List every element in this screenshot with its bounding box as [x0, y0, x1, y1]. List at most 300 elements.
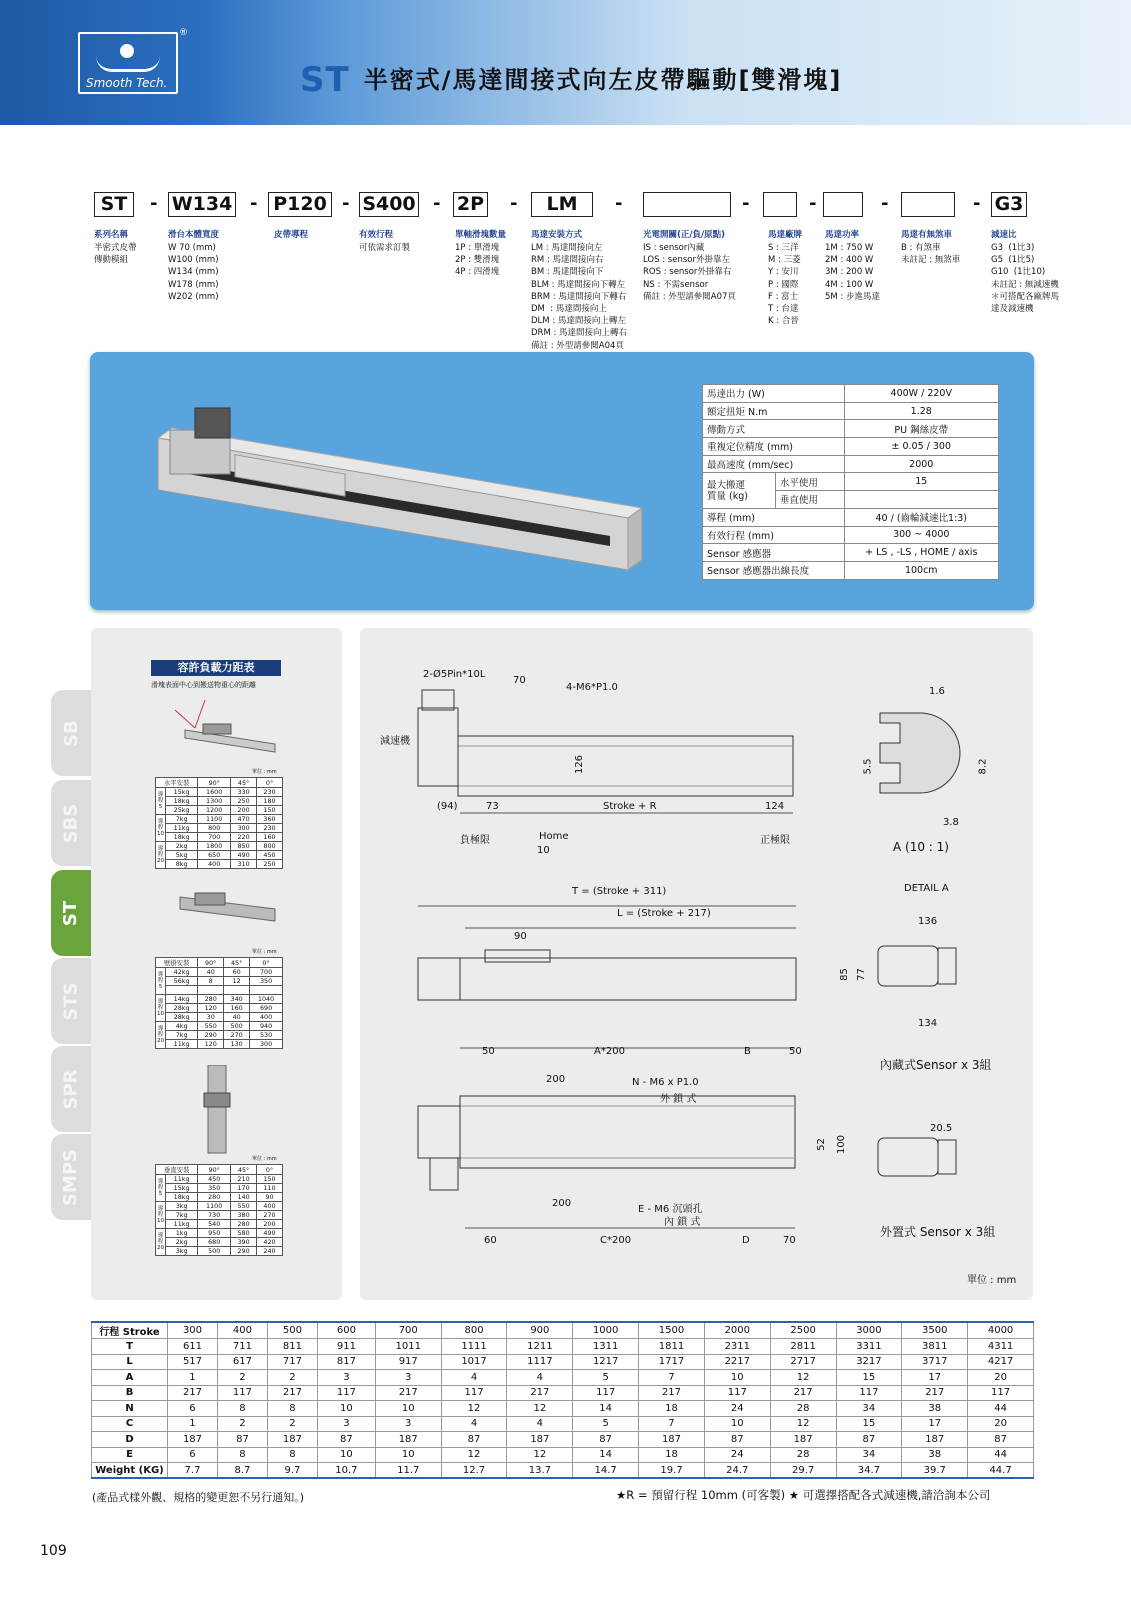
dim-cell: 3311	[836, 1339, 902, 1355]
dim-cell: 300	[168, 1322, 218, 1339]
load-title: 容許負載力距表	[151, 660, 281, 676]
dim-cell: 7	[639, 1370, 705, 1386]
dim-cell: 1111	[441, 1339, 507, 1355]
order-code-box: ST	[94, 192, 134, 217]
load-cell: 15kg	[166, 1184, 198, 1193]
load-cell: 550	[198, 1022, 224, 1031]
drawing-label-stroke_r: Stroke + R	[603, 801, 657, 812]
spec-label: 有效行程 (mm)	[703, 526, 845, 544]
dim-cell: 6	[168, 1401, 218, 1417]
dim-cell: 12	[441, 1401, 507, 1417]
load-cell: 12	[224, 977, 250, 986]
order-dash: -	[510, 193, 518, 214]
dim-cell: 8	[217, 1401, 267, 1417]
load-cell: 180	[257, 797, 283, 806]
dim-cell: 87	[836, 1432, 902, 1448]
dim-cell: 20	[968, 1416, 1034, 1432]
angle-head: 0°	[257, 778, 283, 788]
drawing-label-d136: 136	[918, 916, 938, 927]
dim-cell: 87	[968, 1432, 1034, 1448]
load-cell: 300	[231, 824, 257, 833]
load-cell: 450	[257, 851, 283, 860]
load-cell: 1600	[198, 788, 231, 797]
dim-cell: 187	[267, 1432, 317, 1448]
dim-cell: 10.7	[317, 1463, 375, 1479]
spec-label: 馬達出力 (W)	[703, 385, 845, 403]
load-table-head: 垂直安裝	[156, 1165, 198, 1175]
dim-cell: 15	[836, 1370, 902, 1386]
angle-head: 45°	[231, 778, 257, 788]
load-cell: 280	[198, 995, 224, 1004]
dim-cell: 1017	[441, 1354, 507, 1370]
load-cell: 300	[250, 1040, 283, 1049]
order-option-text: IS : sensor內藏 LOS : sensor外掛靠左 ROS : sensor外掛靠右 NS : 不需sensor 備註 : 外型請參閱A07頁	[643, 243, 736, 302]
dim-cell: 811	[267, 1339, 317, 1355]
dim-cell: 7.7	[168, 1463, 218, 1479]
drawing-label-d50a: 50	[482, 1046, 495, 1057]
dim-cell: 611	[168, 1339, 218, 1355]
load-cell: 390	[231, 1238, 257, 1247]
load-cell	[250, 986, 283, 995]
load-cell: 500	[198, 1247, 231, 1256]
order-dash: -	[973, 193, 981, 214]
load-cell: 250	[257, 860, 283, 869]
drawing-label-detail_a: DETAIL A	[904, 883, 949, 894]
drawing-label-pos: 正極限	[760, 835, 790, 846]
dim-cell: 11.7	[375, 1463, 441, 1479]
smooth-tech-logo: Smooth Tech. ®	[78, 32, 178, 94]
load-cell: 280	[198, 1193, 231, 1202]
dim-cell: 500	[267, 1322, 317, 1339]
dim-cell: 217	[770, 1385, 836, 1401]
order-heading: 皮帶導程	[274, 230, 309, 240]
angle-head: 90°	[198, 778, 231, 788]
load-cell: 580	[231, 1229, 257, 1238]
load-table-t1: 水平安裝 90° 45° 0° 導 程 5 15kg 1600 330 230 18kg 1300 250 180 25kg 1200 200 150 導 程 10 7kg 1100 470 360 11kg 800 300 230 18kg 700 220 160 導 程 20 2kg 1800 850 800 5kg 650 490 450 8kg 400 310 250	[155, 777, 283, 869]
dim-cell: 1217	[573, 1354, 639, 1370]
load-cell: 8	[198, 977, 224, 986]
lead-value: 10	[157, 831, 164, 837]
drawing-label-d205: 20.5	[930, 1123, 953, 1134]
dim-cell: 3217	[836, 1354, 902, 1370]
load-cell: 1300	[198, 797, 231, 806]
dim-cell: 34.7	[836, 1463, 902, 1479]
dim-cell: 13.7	[507, 1463, 573, 1479]
dim-cell: 1500	[639, 1322, 705, 1339]
dim-cell: 2000	[704, 1322, 770, 1339]
dim-cell: 2	[217, 1370, 267, 1386]
load-cell: 800	[257, 842, 283, 851]
order-heading: 減速比	[991, 230, 1017, 240]
load-table-head: 壁掛安裝	[156, 958, 198, 968]
dim-cell: 5	[573, 1416, 639, 1432]
dim-cell: 3	[375, 1416, 441, 1432]
dim-cell: 34	[836, 1447, 902, 1463]
order-dash: -	[150, 193, 158, 214]
load-cell: 680	[198, 1238, 231, 1247]
dim-row-label: A	[92, 1370, 168, 1386]
dim-cell: 10	[704, 1370, 770, 1386]
load-cell: 40	[198, 968, 224, 977]
drawing-label-neg: 負極限	[460, 835, 490, 846]
dim-cell: 3000	[836, 1322, 902, 1339]
dim-cell: 117	[441, 1385, 507, 1401]
dim-cell: 38	[902, 1401, 968, 1417]
drawing-label-outer_lock: 外 鎖 式	[660, 1094, 697, 1105]
dim-cell: 517	[168, 1354, 218, 1370]
dim-cell: 19.7	[639, 1463, 705, 1479]
load-cell: 110	[257, 1184, 283, 1193]
spec-value: PU 鋼絲皮帶	[844, 420, 998, 438]
load-cell: 330	[231, 788, 257, 797]
dim-cell: 1311	[573, 1339, 639, 1355]
dim-cell: 217	[168, 1385, 218, 1401]
load-cell: 270	[257, 1211, 283, 1220]
drawing-label-d10: 10	[537, 845, 550, 856]
dim-cell: 217	[639, 1385, 705, 1401]
dim-row-label: E	[92, 1447, 168, 1463]
product-image	[140, 400, 660, 580]
load-cell: 340	[224, 995, 250, 1004]
dim-cell: 10	[375, 1447, 441, 1463]
dim-cell: 8	[267, 1447, 317, 1463]
load-cell: 690	[250, 1004, 283, 1013]
load-cell: 230	[257, 824, 283, 833]
dim-cell: 4	[507, 1370, 573, 1386]
load-cell: 1200	[198, 806, 231, 815]
order-heading: 馬達安裝方式	[531, 230, 583, 240]
load-cell: 1100	[198, 815, 231, 824]
dim-cell: 187	[902, 1432, 968, 1448]
angle-head: 45°	[224, 958, 250, 968]
drawing-label-sensor_in: 內藏式Sensor x 3組	[880, 1058, 992, 1072]
spec-label: Sensor 感應器	[703, 544, 845, 562]
drawing-label-c200: C*200	[600, 1235, 632, 1246]
dim-cell: 15	[836, 1416, 902, 1432]
spec-value	[844, 491, 998, 509]
spec-value: 40 / (齒輪減速比1:3)	[844, 508, 998, 526]
dim-cell: 24	[704, 1401, 770, 1417]
drawing-label-reducer: 減速機	[380, 736, 410, 747]
dim-cell: 2717	[770, 1354, 836, 1370]
order-code-box	[823, 192, 863, 217]
load-cell: 56kg	[166, 977, 198, 986]
dim-cell: 12	[770, 1370, 836, 1386]
lead-value: 10	[157, 1011, 164, 1017]
dim-cell: 4	[441, 1416, 507, 1432]
dim-cell: 217	[375, 1385, 441, 1401]
dim-cell: 1	[168, 1416, 218, 1432]
spec-value: + LS , -LS , HOME / axis	[844, 544, 998, 562]
load-cell: 200	[257, 1220, 283, 1229]
dim-cell: 4	[441, 1370, 507, 1386]
load-cell: 2kg	[166, 1238, 198, 1247]
dim-row-label: C	[92, 1416, 168, 1432]
order-dash: -	[250, 193, 258, 214]
load-cell: 160	[224, 1004, 250, 1013]
dim-cell: 917	[375, 1354, 441, 1370]
load-cell: 240	[257, 1247, 283, 1256]
footer-note: (產品式樣外觀、規格的變更恕不另行通知。)	[92, 1491, 305, 1504]
drawing-label-d100: 100	[836, 1134, 848, 1155]
dim-cell: 8	[217, 1447, 267, 1463]
load-cell: 450	[198, 1175, 231, 1184]
tab-label: SMPS	[60, 1148, 82, 1206]
load-cell: 290	[198, 1031, 224, 1040]
lead-value: 5	[158, 1191, 163, 1197]
load-cell	[166, 986, 198, 995]
dim-cell: 117	[704, 1385, 770, 1401]
dim-cell: 717	[267, 1354, 317, 1370]
dim-cell: 87	[317, 1432, 375, 1448]
dim-row-label: B	[92, 1385, 168, 1401]
load-cell: 11kg	[166, 1220, 198, 1229]
load-cell: 850	[231, 842, 257, 851]
order-option-text: S : 三洋 M : 三菱 Y : 安川 P : 國際 F : 富士 T : 台達 K : 合晉	[768, 243, 801, 327]
drawing-label-d200a: 200	[546, 1074, 566, 1085]
lead-value: 20	[157, 858, 164, 864]
load-cell: 730	[198, 1211, 231, 1220]
order-dash: -	[342, 193, 350, 214]
load-cell: 130	[224, 1040, 250, 1049]
page-number: 109	[40, 1543, 67, 1559]
load-cell: 530	[250, 1031, 283, 1040]
tab-sbs	[51, 780, 91, 866]
drawing-label-d82: 8.2	[977, 758, 989, 775]
spec-label: Sensor 感應器出線長度	[703, 561, 845, 579]
dim-cell: 20	[968, 1370, 1034, 1386]
dim-cell: 3717	[902, 1354, 968, 1370]
dim-cell: 7	[639, 1416, 705, 1432]
spec-value: 2000	[844, 455, 998, 473]
load-cell: 220	[231, 833, 257, 842]
dim-cell: 5	[573, 1370, 639, 1386]
load-cell: 30	[198, 1013, 224, 1022]
unit-label: 單位 : mm	[252, 949, 277, 955]
load-cell: 200	[231, 806, 257, 815]
lead-value: 5	[158, 984, 163, 990]
drawing-label-h126: 126	[574, 754, 586, 775]
load-cell: 550	[231, 1202, 257, 1211]
load-cell: 950	[198, 1229, 231, 1238]
dim-row-label: Weight (KG)	[92, 1463, 168, 1479]
dim-cell: 1211	[507, 1339, 573, 1355]
dim-cell: 187	[507, 1432, 573, 1448]
dim-cell: 12	[441, 1447, 507, 1463]
dim-cell: 217	[902, 1385, 968, 1401]
order-dash: -	[615, 193, 623, 214]
load-cell: 380	[231, 1211, 257, 1220]
load-cell: 210	[231, 1175, 257, 1184]
load-cell: 310	[231, 860, 257, 869]
dim-cell: 187	[168, 1432, 218, 1448]
drawing-label-a200: A*200	[594, 1046, 625, 1057]
drawing-label-b: B	[744, 1046, 751, 1057]
load-cell: 1040	[250, 995, 283, 1004]
dim-cell: 1	[168, 1370, 218, 1386]
drawing-label-detail_scale: A (10 : 1)	[893, 840, 949, 854]
dim-cell: 187	[375, 1432, 441, 1448]
drawing-label-d85: 85	[838, 968, 850, 981]
load-cell: 800	[198, 824, 231, 833]
dim-cell: 187	[770, 1432, 836, 1448]
dim-row-label: L	[92, 1354, 168, 1370]
dim-cell: 117	[573, 1385, 639, 1401]
dimension-table	[91, 1321, 1034, 1479]
order-option-text: LM : 馬達間接向左 RM : 馬達間接向右 BM : 馬達間接向下 BLM : 馬達間接向下轉左 BRM : 馬達間接向下轉右 DM : 馬達間接向上 DLM : 馬達間接向上轉左 DRM : 馬達間接向上轉右 備註 : 外型請參閱A04頁	[531, 243, 628, 351]
order-code-box	[901, 192, 955, 217]
dim-cell: 1011	[375, 1339, 441, 1355]
dim-cell: 6	[168, 1447, 218, 1463]
order-heading: 光電開關(正/負/原點)	[643, 230, 725, 240]
spec-label: 額定扭矩 N.m	[703, 402, 845, 420]
load-cell: 400	[257, 1202, 283, 1211]
load-cell: 940	[250, 1022, 283, 1031]
drawing-label-d16: 1.6	[929, 686, 945, 697]
drawing-label-home: Home	[539, 831, 569, 842]
dim-cell: 12	[507, 1401, 573, 1417]
dim-cell: 400	[217, 1322, 267, 1339]
drawing-label-m6: 4-M6*P1.0	[566, 682, 618, 693]
dim-cell: 18	[639, 1447, 705, 1463]
drawing-label-d90: 90	[514, 931, 527, 942]
dim-cell: 4	[507, 1416, 573, 1432]
dim-cell: 2311	[704, 1339, 770, 1355]
load-cell: 1kg	[166, 1229, 198, 1238]
drawing-label-sensor_out: 外置式 Sensor x 3組	[880, 1225, 996, 1239]
dim-cell: 10	[375, 1401, 441, 1417]
load-cell: 150	[257, 806, 283, 815]
order-code-box: G3	[991, 192, 1027, 217]
dim-cell: 44	[968, 1401, 1034, 1417]
load-cell: 25kg	[166, 806, 198, 815]
drawing-label-d200b: 200	[552, 1198, 572, 1209]
load-cell: 60	[224, 968, 250, 977]
load-table-t3: 垂直安裝 90° 45° 0° 導 程 5 11kg 450 210 150 15kg 350 170 110 18kg 280 140 90 導 程 10 3kg 1100 550 400 7kg 730 380 270 11kg 540 280 200 導 程 20 1kg 950 580 490 2kg 680 390 420 3kg 500 290 240	[155, 1164, 283, 1256]
dim-cell: 4000	[968, 1322, 1034, 1339]
order-code-box: W134	[168, 192, 236, 217]
drawing-label-e_m6: E - M6 沉頭孔	[638, 1204, 703, 1215]
dim-cell: 617	[217, 1354, 267, 1370]
load-cell: 90	[257, 1193, 283, 1202]
spec-value: 300 ~ 4000	[844, 526, 998, 544]
order-heading: 滑台本體寬度	[168, 230, 220, 240]
dim-row-label: D	[92, 1432, 168, 1448]
load-cell: 7kg	[166, 815, 198, 824]
dim-cell: 117	[317, 1385, 375, 1401]
order-option-text: W 70 (mm) W100 (mm) W134 (mm) W178 (mm) W202 (mm)	[168, 243, 219, 302]
order-code-box: S400	[359, 192, 419, 217]
load-cell: 150	[257, 1175, 283, 1184]
spec-table	[702, 384, 999, 580]
drawing-label-d52: 52	[815, 1138, 827, 1151]
order-heading: 有效行程	[359, 230, 394, 240]
drawing-label-pin: 2-Ø5Pin*10L	[423, 669, 486, 680]
load-cell: 170	[231, 1184, 257, 1193]
load-cell: 1100	[198, 1202, 231, 1211]
drawing-label-n_m6: N - M6 x P1.0	[632, 1077, 699, 1088]
drawing-label-d70b: 70	[783, 1235, 796, 1246]
load-table-t2: 壁掛安裝 90° 45° 0° 導 程 5 42kg 40 60 700 56kg 8 12 350 導 程 10 14kg 280 340 1040 28kg 120 160 690 28kg 30 40 400 導 程 20 4kg 550 500 940 7kg 290 270 530 11kg 120 130 300	[155, 957, 283, 1049]
dim-cell: 4217	[968, 1354, 1034, 1370]
dim-cell: 117	[836, 1385, 902, 1401]
load-cell: 11kg	[166, 1175, 198, 1184]
order-option-text: 半密式皮帶 傳動模組	[94, 243, 137, 266]
load-cell: 420	[257, 1238, 283, 1247]
dim-cell: 187	[639, 1432, 705, 1448]
dim-cell: 87	[441, 1432, 507, 1448]
dim-cell: 1000	[573, 1322, 639, 1339]
order-option-text: 1M : 750 W 2M : 400 W 3M : 200 W 4M : 100 W 5M : 步進馬達	[825, 243, 881, 302]
order-code-box: P120	[268, 192, 332, 217]
load-cell: 360	[257, 815, 283, 824]
dim-cell: 3	[375, 1370, 441, 1386]
spec-sublabel: 垂直使用	[775, 491, 844, 509]
dim-cell: 800	[441, 1322, 507, 1339]
dim-cell: 117	[217, 1385, 267, 1401]
lead-value: 5	[158, 804, 163, 810]
drawing-label-d94: (94)	[437, 801, 458, 812]
lead-value: 10	[157, 1218, 164, 1224]
dim-cell: 600	[317, 1322, 375, 1339]
load-cell: 3kg	[166, 1247, 198, 1256]
order-dash: -	[809, 193, 817, 214]
load-cell: 290	[231, 1247, 257, 1256]
angle-head: 90°	[198, 958, 224, 968]
drawing-label-t_formula: T = (Stroke + 311)	[572, 886, 667, 897]
order-heading: 系列名稱	[94, 230, 129, 240]
order-heading: 馬達功率	[825, 230, 860, 240]
dim-cell: 24	[704, 1447, 770, 1463]
dim-cell: 17	[902, 1370, 968, 1386]
order-option-text: 可依需求訂製	[359, 243, 411, 253]
dim-row-label: T	[92, 1339, 168, 1355]
dim-cell: 12	[770, 1416, 836, 1432]
spec-label: 傳動方式	[703, 420, 845, 438]
dim-cell: 87	[573, 1432, 639, 1448]
order-dash: -	[881, 193, 889, 214]
dim-cell: 9.7	[267, 1463, 317, 1479]
dim-cell: 1811	[639, 1339, 705, 1355]
dim-cell: 24.7	[704, 1463, 770, 1479]
drawing-label-d60: 60	[484, 1235, 497, 1246]
load-cell: 11kg	[166, 824, 198, 833]
load-cell: 42kg	[166, 968, 198, 977]
load-cell: 11kg	[166, 1040, 198, 1049]
order-option-text: 1P : 單滑塊 2P : 雙滑塊 4P : 四滑塊	[455, 243, 500, 278]
load-cell: 140	[231, 1193, 257, 1202]
load-cell: 28kg	[166, 1013, 198, 1022]
tab-smps	[51, 1134, 91, 1220]
load-cell: 160	[257, 833, 283, 842]
tab-spr	[51, 1046, 91, 1132]
dim-cell: 2500	[770, 1322, 836, 1339]
order-heading: 馬達有無煞車	[901, 230, 953, 240]
drawing-label-d70: 70	[513, 675, 526, 686]
dim-cell: 2811	[770, 1339, 836, 1355]
lead-value: 20	[157, 1038, 164, 1044]
drawing-label-unit: 單位 : mm	[967, 1275, 1017, 1286]
load-cell: 40	[224, 1013, 250, 1022]
dim-cell: 39.7	[902, 1463, 968, 1479]
drawing-label-d124: 124	[765, 801, 785, 812]
dim-cell: 217	[507, 1385, 573, 1401]
load-cell: 500	[224, 1022, 250, 1031]
load-cell: 650	[198, 851, 231, 860]
load-cell: 490	[231, 851, 257, 860]
spec-value: 1.28	[844, 402, 998, 420]
dim-cell: 34	[836, 1401, 902, 1417]
